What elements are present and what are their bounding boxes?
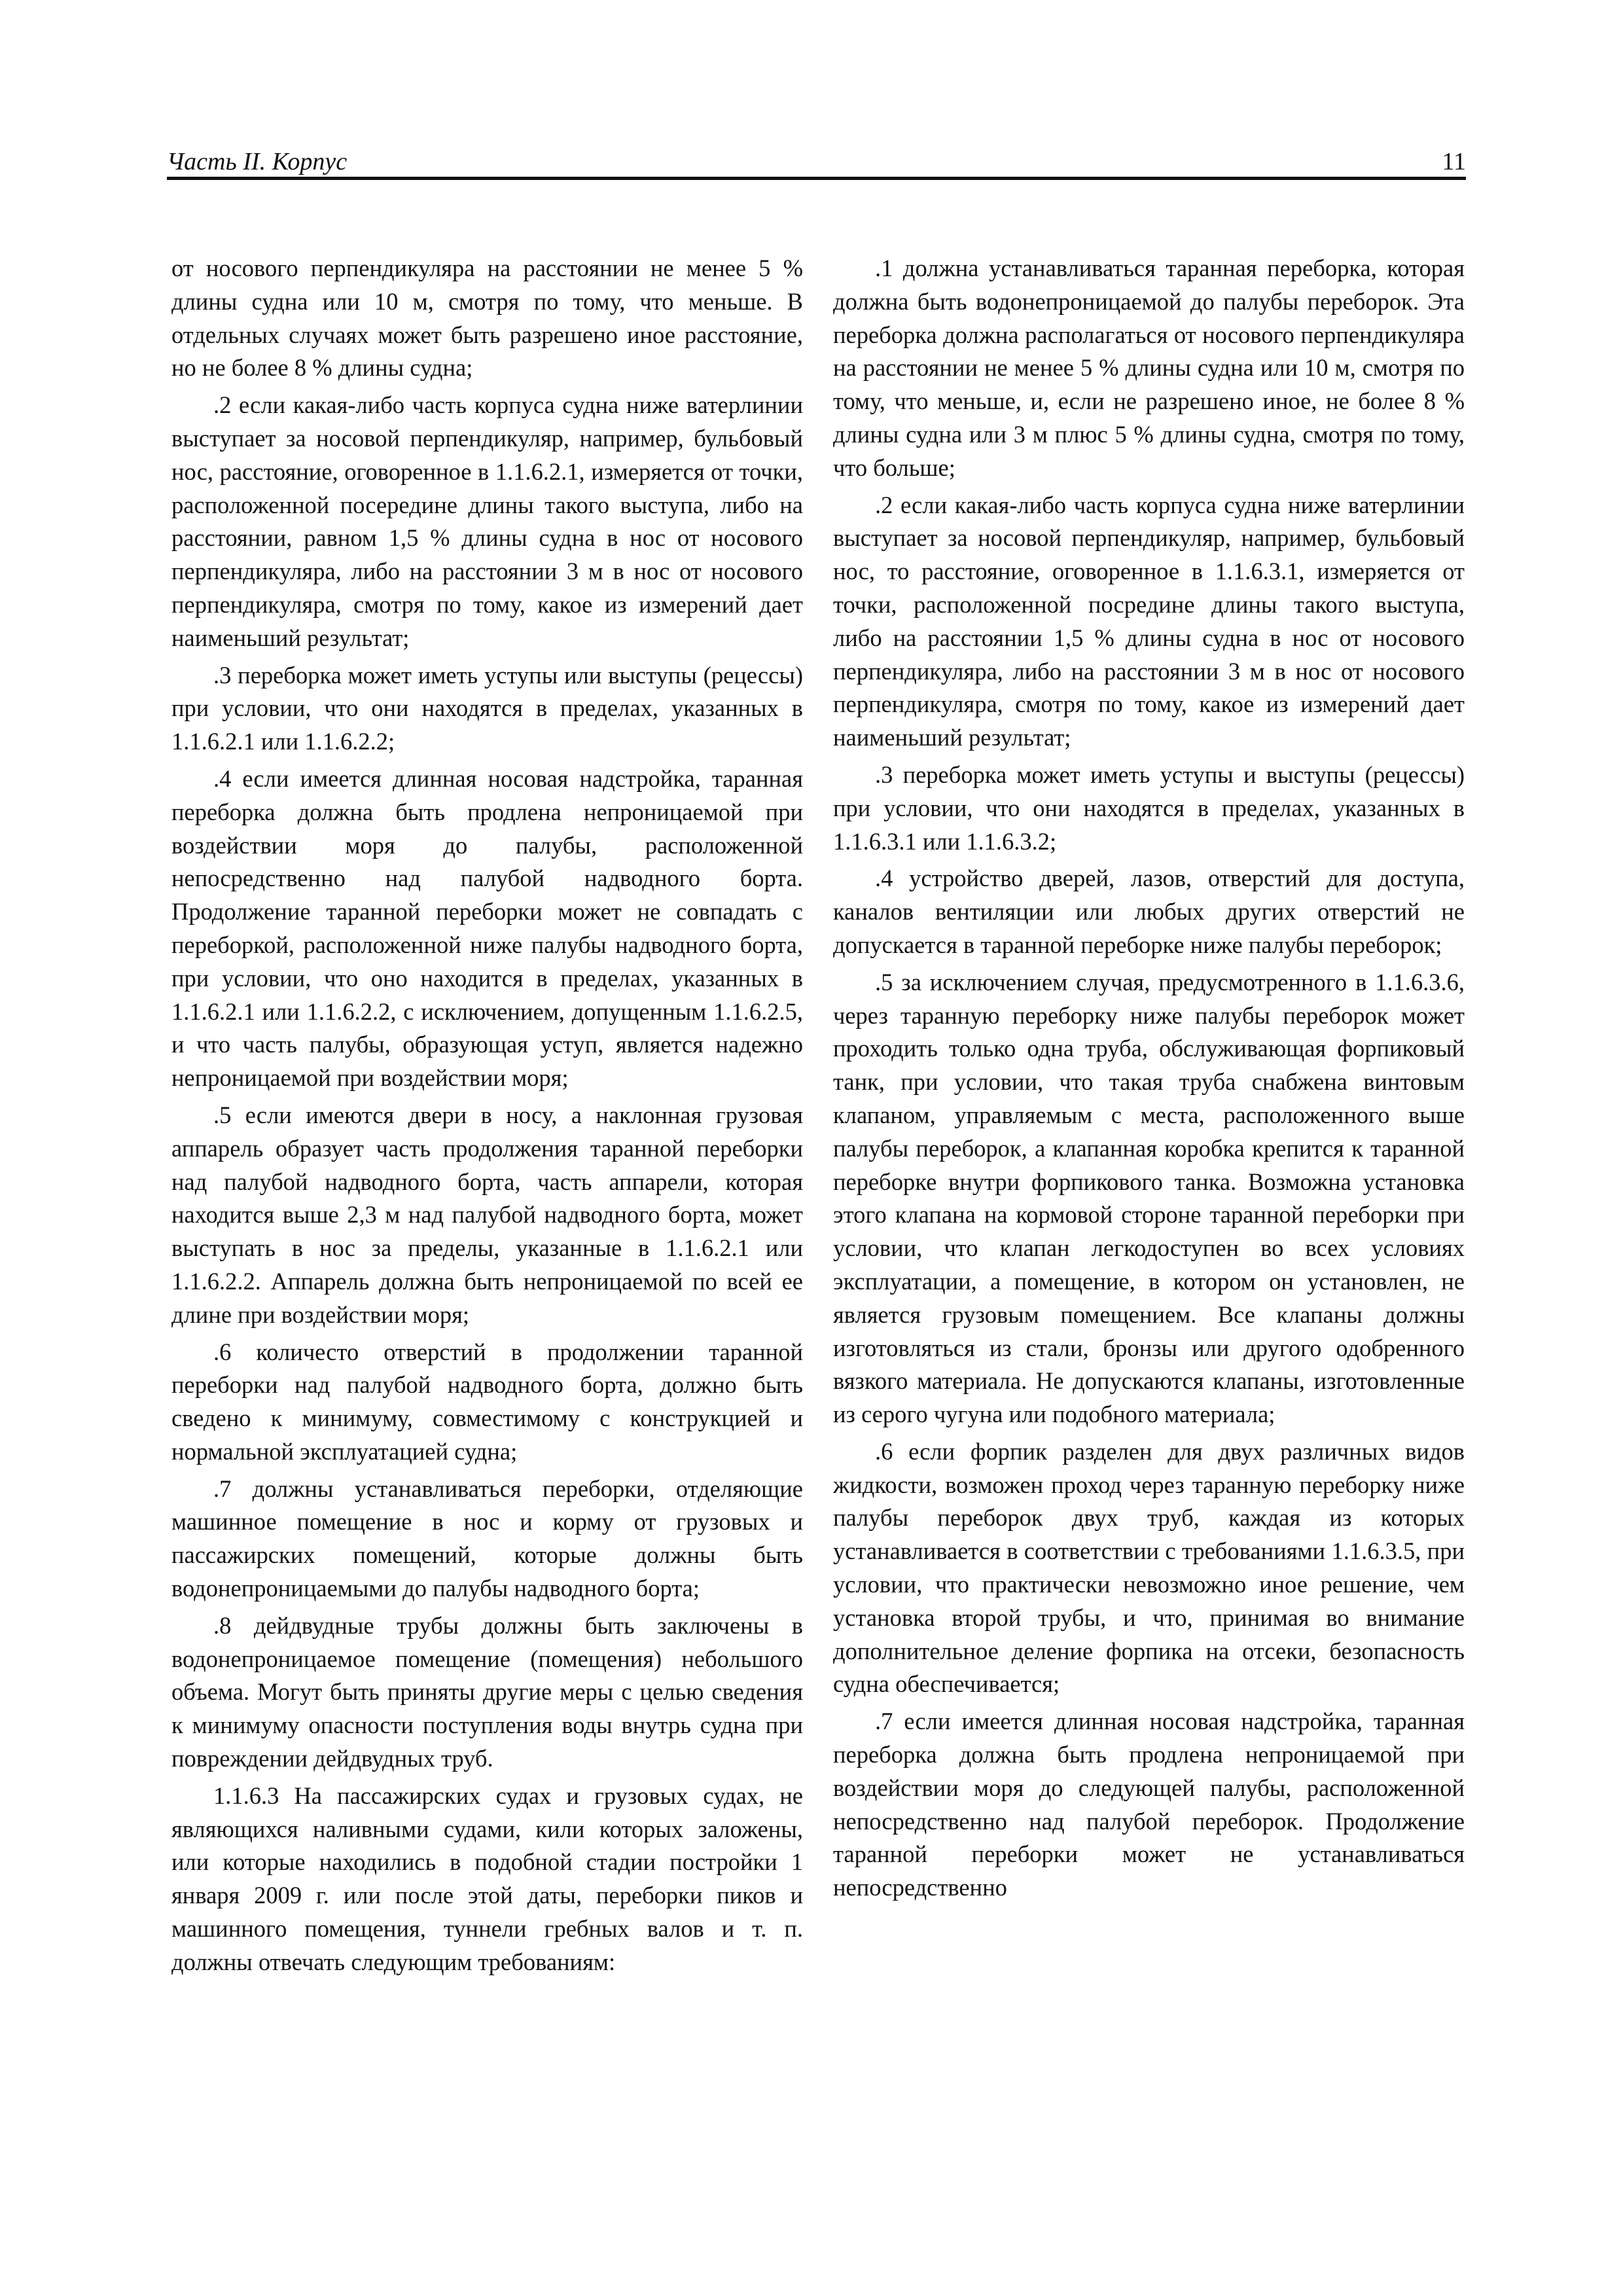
paragraph: .2 если какая-либо часть корпуса судна ниже ватерлинии выступает за носовой перпендикуляр, например, бульбовый нос, расстояние, оговоренное в 1.1.6.2.1, измеряется от точки, расположенной посередине длины такого выступа, либо на расстоянии, равном 1,5 % длины судна в нос от носового перпендикуляра, либо на расстоянии 3 м в нос от носового перпендикуляра, смотря по тому, какое из измерений дает наименьший результат; <box>171 391 803 651</box>
header-rule <box>167 177 1466 180</box>
paragraph: .2 если какая-либо часть корпуса судна ниже ватерлинии выступает за носовой перпендикуляр, например, бульбовый нос, то расстояние, оговоренное в 1.1.6.3.1, измеряется от точки, расположенной посредине длины такого выступа, либо на расстоянии 1,5 % длины судна в нос от носового перпендикуляра, либо на расстоянии 3 м в нос от носового перпендикуляра, смотря по тому, какое из измерений дает наименьший результат; <box>833 491 1465 751</box>
page-number: 11 <box>1442 148 1466 175</box>
paragraph: .6 количесто отверстий в продолжении таранной переборки над палубой надводного борта, должно быть сведено к минимуму, совместимому с конструкцией и нормальной эксплуатацией судна; <box>171 1338 803 1465</box>
paragraph: .3 переборка может иметь уступы или выступы (рецессы) при условии, что они находятся в пределах, указанных в 1.1.6.2.1 или 1.1.6.2.2; <box>171 661 803 755</box>
paragraph: .3 переборка может иметь уступы и выступы (рецессы) при условии, что они находятся в пределах, указанных в 1.1.6.3.1 или 1.1.6.3.2; <box>833 761 1465 855</box>
paragraph: .4 если имеется длинная носовая надстройка, таранная переборка должна быть продлена непроницаемой при воздействии моря до палубы, расположенной непосредственно над палубой надводного борта. Продолжение таранной переборки может не совпадать с переборкой, расположенной ниже палубы надводного борта, при условии, что оно находится в пределах, указанных в 1.1.6.2.1 или 1.1.6.2.2, с исключением, допущенным 1.1.6.2.5, и что часть палубы, образующая уступ, является надежно непроницаемой при воздействии моря; <box>171 764 803 1092</box>
header-title: Часть II. Корпус <box>167 148 348 175</box>
paragraph: .8 дейдвудные трубы должны быть заключены в водонепроницаемое помещение (помещения) небольшого объема. Могут быть приняты другие меры с целью сведения к минимуму опасности поступления воды внутрь судна при повреждении дейдвудных труб. <box>171 1611 803 1772</box>
left-column <box>171 252 803 1983</box>
paragraph: .1 должна устанавливаться таранная переборка, которая должна быть водонепроницаемой до палубы переборок. Эта переборка должна располагаться от носового перпендикуляра на расстоянии не менее 5 % длины судна или 10 м, смотря по тому, что меньше, и, если не разрешено иное, не более 8 % длины судна или 3 м плюс 5 % длины судна, смотря по тому, что больше; <box>833 255 1465 481</box>
paragraph: .7 если имеется длинная носовая надстройка, таранная переборка должна быть продлена непроницаемой при воздействии моря до следующей палубы, расположенной непосредственно над палубой переборок. Продолжение таранной переборки может не устанавливаться непосредственно <box>833 1708 1465 1901</box>
paragraph: .7 должны устанавливаться переборки, отделяющие машинное помещение в нос и корму от грузовых и пассажирских помещений, которые должны быть водонепроницаемыми до палубы надводного борта; <box>171 1475 803 1602</box>
paragraph: 1.1.6.3 На пассажирских судах и грузовых судах, не являющихся наливными судами, кили которых заложены, или которые находились в подобной стадии постройки 1 января 2009 г. или после этой даты, переборки пиков и машинного помещения, туннели гребных валов и т. п. должны отвечать следующим требованиям: <box>171 1782 803 1975</box>
paragraph: .5 если имеются двери в носу, а наклонная грузовая аппарель образует часть продолжения таранной переборки над палубой надводного борта, часть аппарели, которая находится выше 2,3 м над палубой надводного борта, может выступать в нос за пределы, указанные в 1.1.6.2.1 или 1.1.6.2.2. Аппарель должна быть непроницаемой по всей ее длине при воздействии моря; <box>171 1101 803 1328</box>
paragraph: .5 за исключением случая, предусмотренного в 1.1.6.3.6, через таранную переборку ниже палубы переборок может проходить только одна труба, обслуживающая форпиковый танк, при условии, что такая труба снабжена винтовым клапаном, управляемым с места, расположенного выше палубы переборок, а клапанная коробка крепится к таранной переборке внутри форпикового танка. Возможна установка этого клапана на кормовой стороне таранной переборки при условии, что клапан легкодоступен во всех условиях эксплуатации, а помещение, в котором он установлен, не является грузовым помещением. Все клапаны должны изготовляться из стали, бронзы или другого одобренного вязкого материала. Не допускаются клапаны, изготовленные из серого чугуна или подобного материала; <box>833 968 1465 1428</box>
paragraph: от носового перпендикуляра на расстоянии не менее 5 % длины судна или 10 м, смотря по тому, что меньше. В отдельных случаях может быть разрешено иное расстояние, но не более 8 % длины судна; <box>171 255 803 382</box>
paragraph: .4 устройство дверей, лазов, отверстий для доступа, каналов вентиляции или любых других отверстий не допускается в таранной переборке ниже палубы переборок; <box>833 865 1465 958</box>
right-column <box>833 252 1465 1909</box>
paragraph: .6 если форпик разделен для двух различных видов жидкости, возможен проход через таранную переборку ниже палубы переборок двух труб, каждая из которых устанавливается в соответствии с требованиями 1.1.6.3.5, при условии, что практически невозможно иное решение, чем установка второй трубы, и что, принимая во внимание дополнительное деление форпика на отсеки, безопасность судна обеспечивается; <box>833 1437 1465 1698</box>
running-header <box>167 141 1466 180</box>
